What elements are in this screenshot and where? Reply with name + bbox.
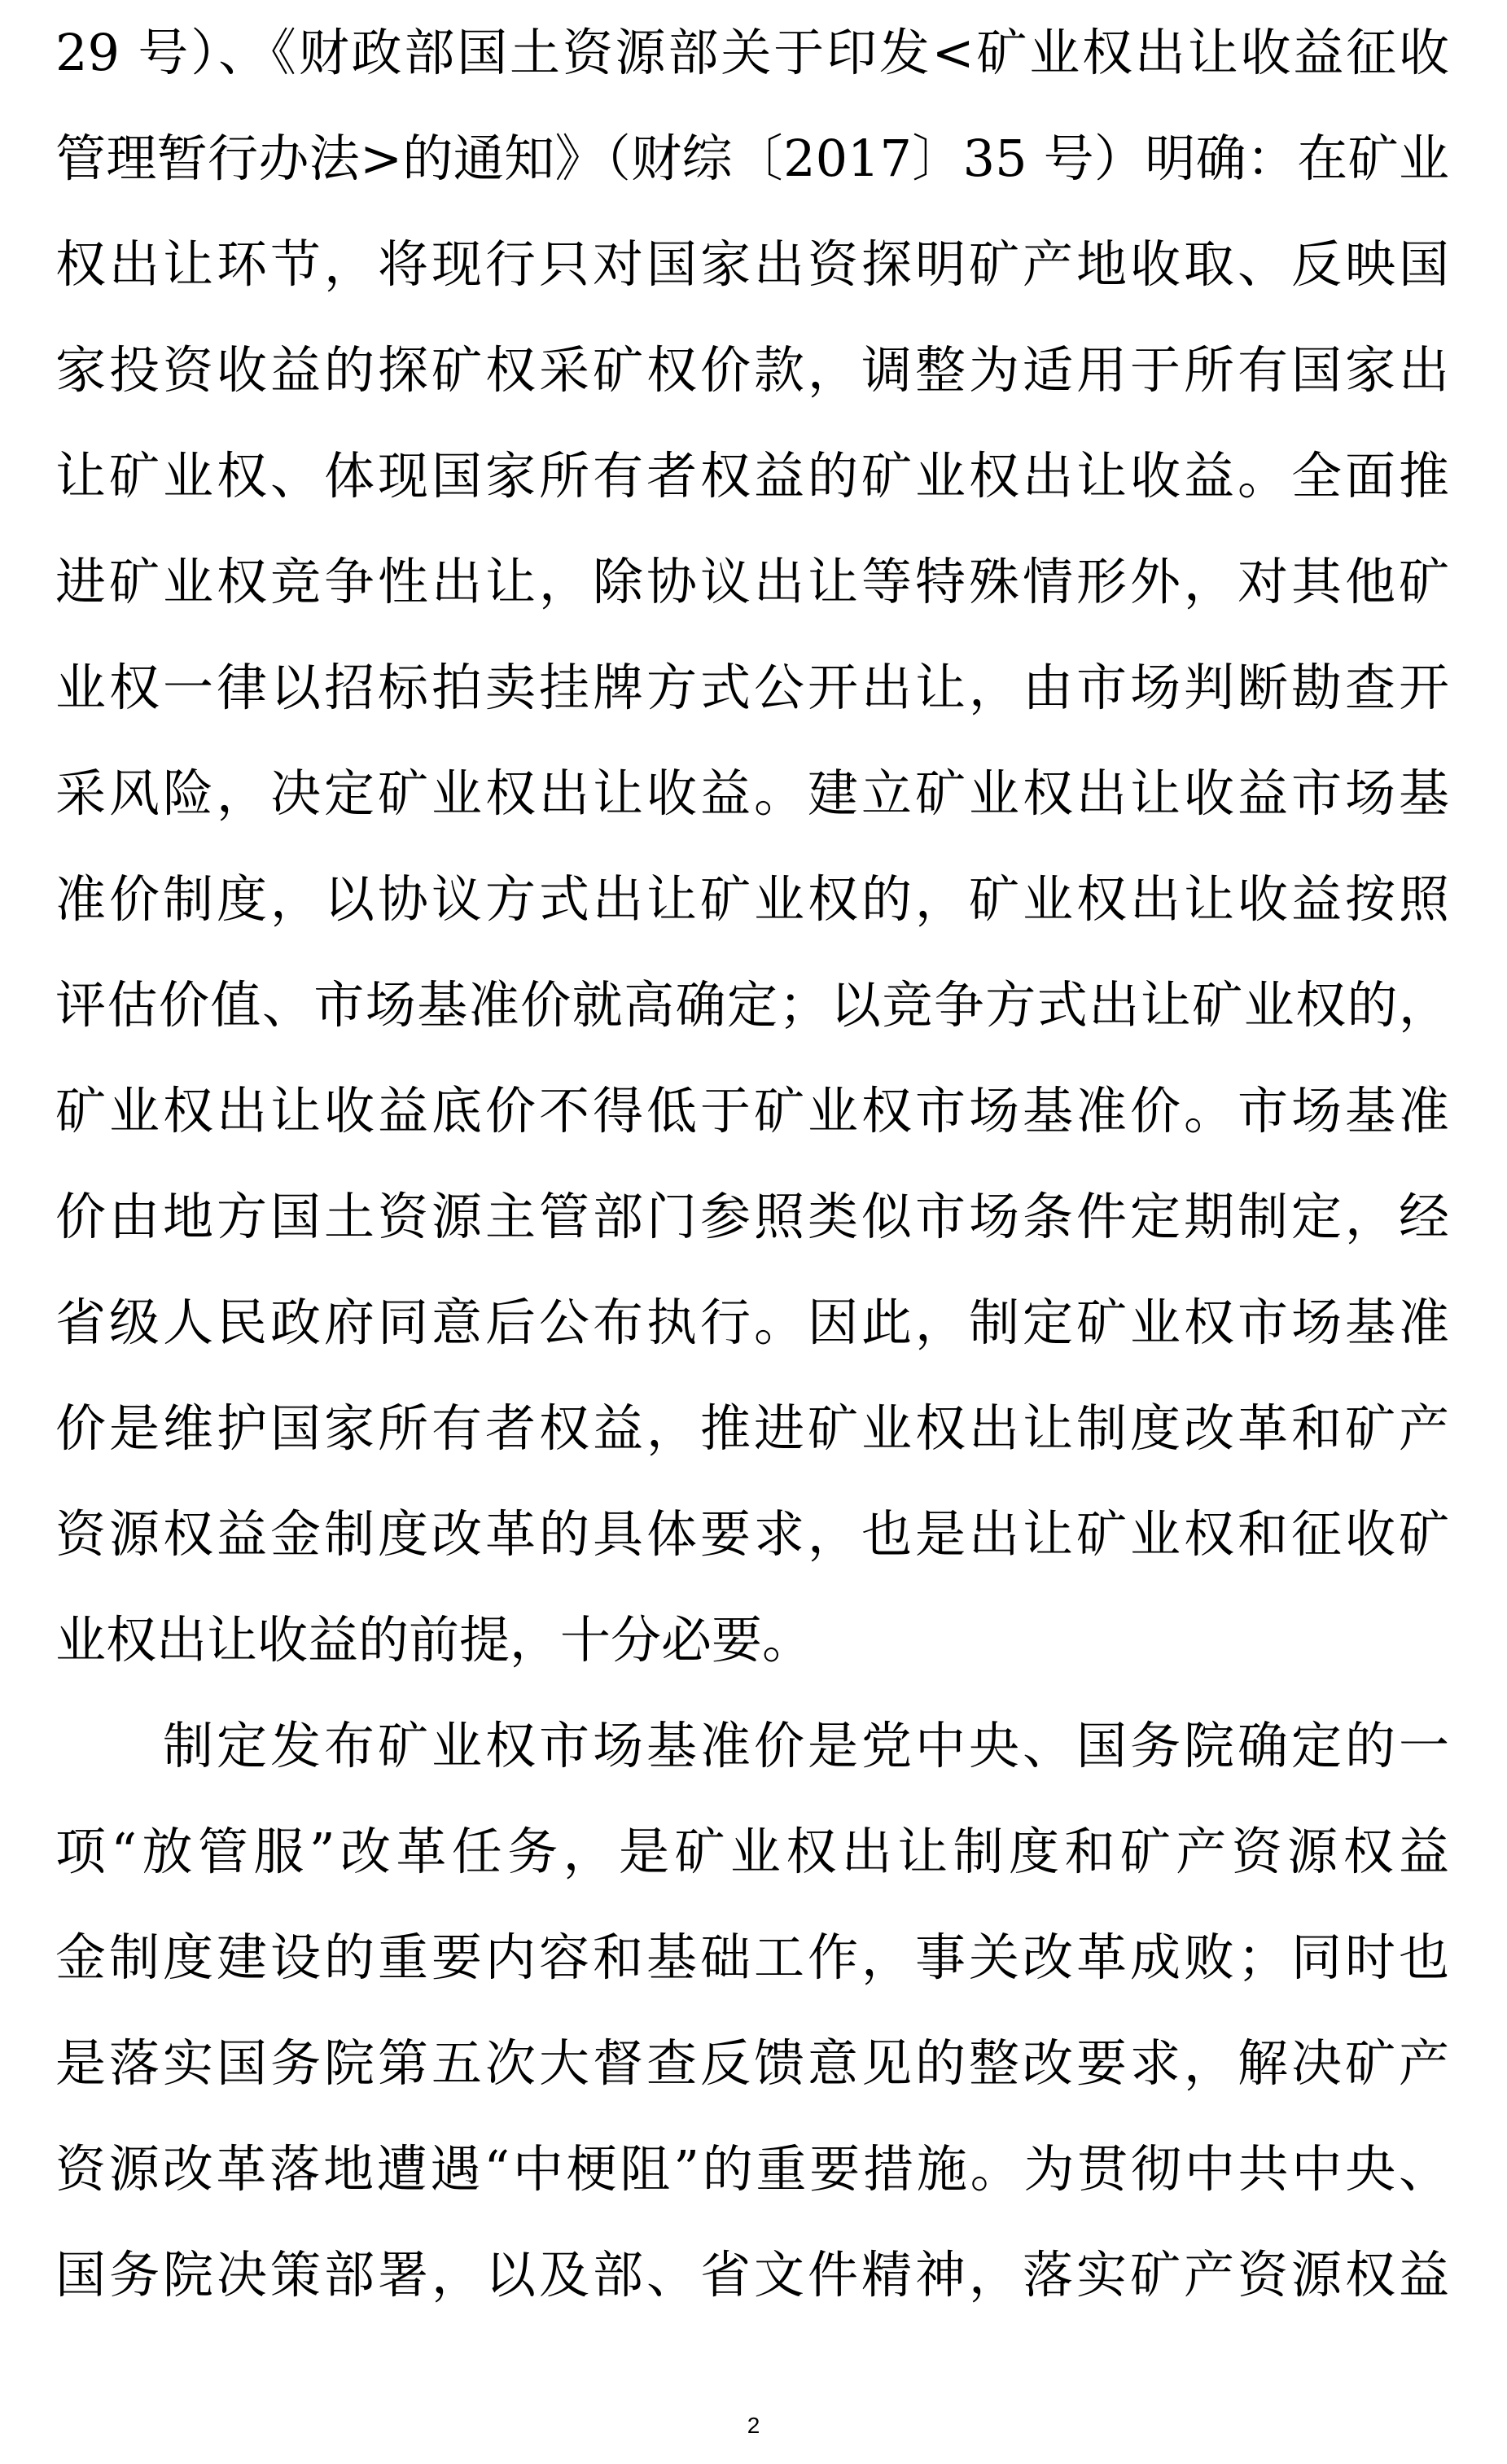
text-line: 项“放管服”改革任务，是矿业权出让制度和矿产资源权益	[55, 1822, 1449, 1881]
text-line: 家投资收益的探矿权采矿权价款，调整为适用于所有国家出	[55, 340, 1449, 400]
text-line: 业权出让收益的前提，十分必要。	[55, 1610, 813, 1670]
text-line: 省级人民政府同意后公布执行。因此，制定矿业权市场基准	[55, 1293, 1449, 1352]
page-number: 2	[747, 2413, 760, 2438]
text-line: 进矿业权竞争性出让，除协议出让等特殊情形外，对其他矿	[55, 552, 1449, 611]
text-line: 制定发布矿业权市场基准价是党中央、国务院确定的一	[55, 1716, 1449, 1775]
text-line: 权出让环节，将现行只对国家出资探明矿产地收取、反映国	[55, 234, 1449, 294]
text-line: 是落实国务院第五次大督查反馈意见的整改要求，解决矿产	[55, 2033, 1449, 2093]
text-line: 评估价值、市场基准价就高确定；以竞争方式出让矿业权的，	[55, 975, 1449, 1035]
text-line: 资源改革落地遭遇“中梗阻”的重要措施。为贯彻中共中央、	[55, 2139, 1449, 2199]
text-line: 金制度建设的重要内容和基础工作，事关改革成败；同时也	[55, 1928, 1449, 1987]
text-line: 价由地方国土资源主管部门参照类似市场条件定期制定，经	[55, 1187, 1449, 1246]
text-line: 业权一律以招标拍卖挂牌方式公开出让，由市场判断勘查开	[55, 658, 1449, 717]
text-line: 管理暂行办法>的通知》（财综〔2017〕35 号）明确：在矿业	[55, 129, 1449, 188]
text-line: 采风险，决定矿业权出让收益。建立矿业权出让收益市场基	[55, 764, 1449, 823]
text-line: 准价制度，以协议方式出让矿业权的，矿业权出让收益按照	[55, 869, 1449, 929]
text-line: 让矿业权、体现国家所有者权益的矿业权出让收益。全面推	[55, 446, 1449, 505]
text-line: 矿业权出让收益底价不得低于矿业权市场基准价。市场基准	[55, 1081, 1449, 1140]
text-line: 资源权益金制度改革的具体要求，也是出让矿业权和征收矿	[55, 1504, 1449, 1564]
text-line: 国务院决策部署，以及部、省文件精神，落实矿产资源权益	[55, 2245, 1449, 2304]
document-body	[55, 0, 1449, 2328]
text-line: 29 号）、《财政部国土资源部关于印发<矿业权出让收益征收	[55, 23, 1449, 82]
text-line: 价是维护国家所有者权益，推进矿业权出让制度改革和矿产	[55, 1398, 1449, 1458]
